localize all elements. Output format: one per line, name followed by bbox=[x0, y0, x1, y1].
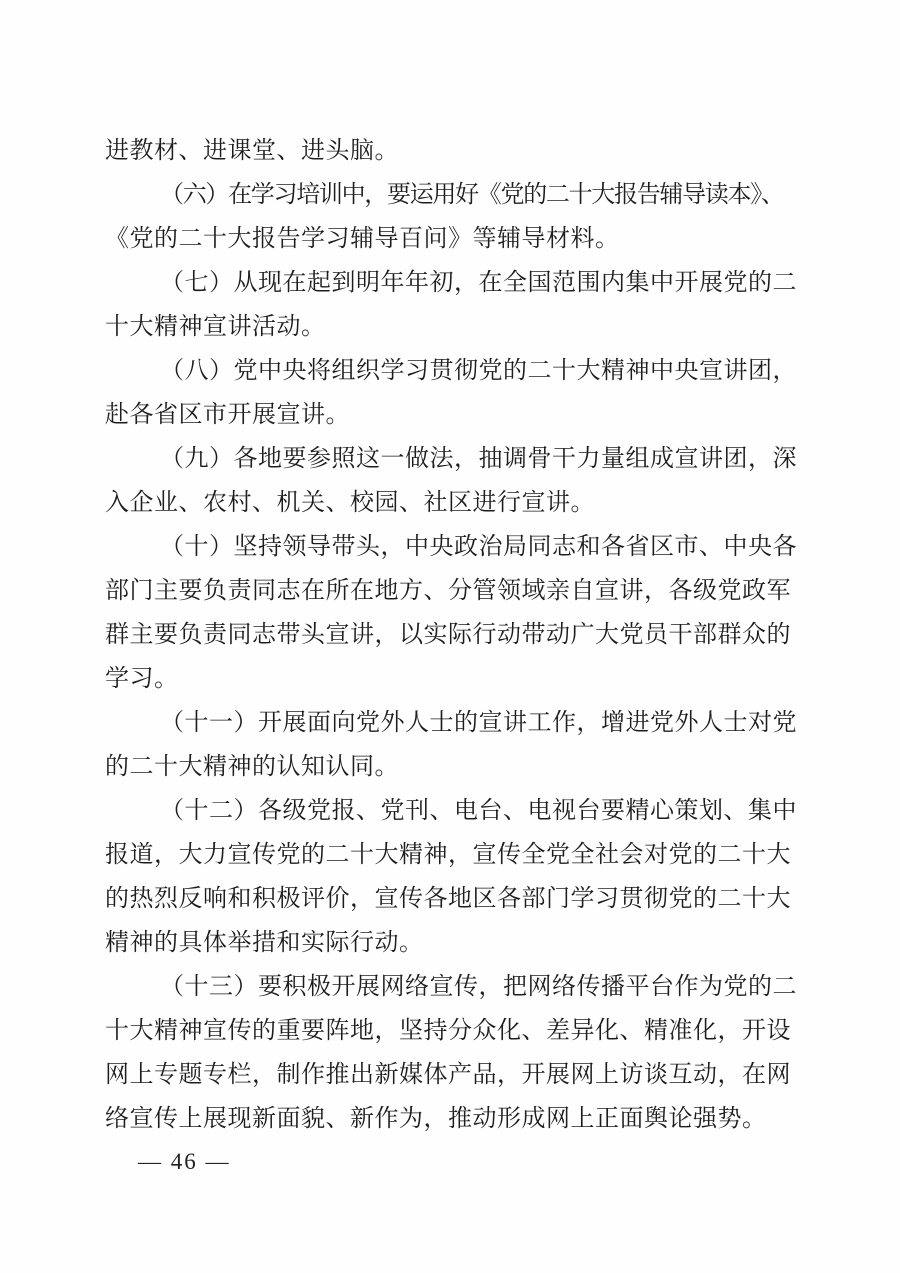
text-line: 精神的具体举措和实际行动。 bbox=[105, 930, 424, 956]
text-line: （十三）要积极开展网络宣传，把网络传播平台作为党的二 bbox=[160, 974, 797, 1000]
text-line: 网上专题专栏，制作推出新媒体产品，开展网上访谈互动，在网 bbox=[105, 1062, 791, 1088]
text-line: 的热烈反响和积极评价，宣传各地区各部门学习贯彻党的二十大 bbox=[105, 886, 791, 912]
text-line: 入企业、农村、机关、校园、社区进行宣讲。 bbox=[105, 490, 595, 516]
text-line: （九）各地要参照这一做法，抽调骨干力量组成宣讲团，深 bbox=[160, 446, 797, 472]
document-body bbox=[105, 129, 795, 1141]
text-line: 《党的二十大报告学习辅导百问》等辅导材料。 bbox=[105, 226, 620, 252]
text-line: 十大精神宣讲活动。 bbox=[105, 314, 326, 340]
text-line: （七）从现在起到明年年初，在全国范围内集中开展党的二 bbox=[160, 270, 797, 296]
text-line: （十）坚持领导带头，中央政治局同志和各省区市、中央各 bbox=[160, 534, 797, 560]
text-line: 络宣传上展现新面貌、新作为，推动形成网上正面舆论强势。 bbox=[105, 1106, 767, 1132]
text-line: 部门主要负责同志在所在地方、分管领域亲自宣讲，各级党政军 bbox=[105, 578, 791, 604]
text-line: 进教材、进课堂、进头脑。 bbox=[105, 138, 399, 164]
text-line: 学习。 bbox=[105, 666, 179, 692]
text-line: （十二）各级党报、党刊、电台、电视台要精心策划、集中 bbox=[160, 798, 797, 824]
text-line: （十一）开展面向党外人士的宣讲工作，增进党外人士对党 bbox=[160, 710, 797, 736]
text-line: 十大精神宣传的重要阵地，坚持分众化、差异化、精准化，开设 bbox=[105, 1018, 791, 1044]
page-number: — 46 — bbox=[138, 1149, 231, 1174]
text-line: 赴各省区市开展宣讲。 bbox=[105, 402, 350, 428]
text-line: （八）党中央将组织学习贯彻党的二十大精神中央宣讲团， bbox=[160, 358, 797, 384]
text-line: （六）在学习培训中，要运用好《党的二十大报告辅导读本》、 bbox=[160, 182, 784, 208]
text-line: 群主要负责同志带头宣讲，以实际行动带动广大党员干部群众的 bbox=[105, 622, 791, 648]
text-line: 报道，大力宣传党的二十大精神，宣传全党全社会对党的二十大 bbox=[105, 842, 791, 868]
text-line: 的二十大精神的认知认同。 bbox=[105, 754, 399, 780]
